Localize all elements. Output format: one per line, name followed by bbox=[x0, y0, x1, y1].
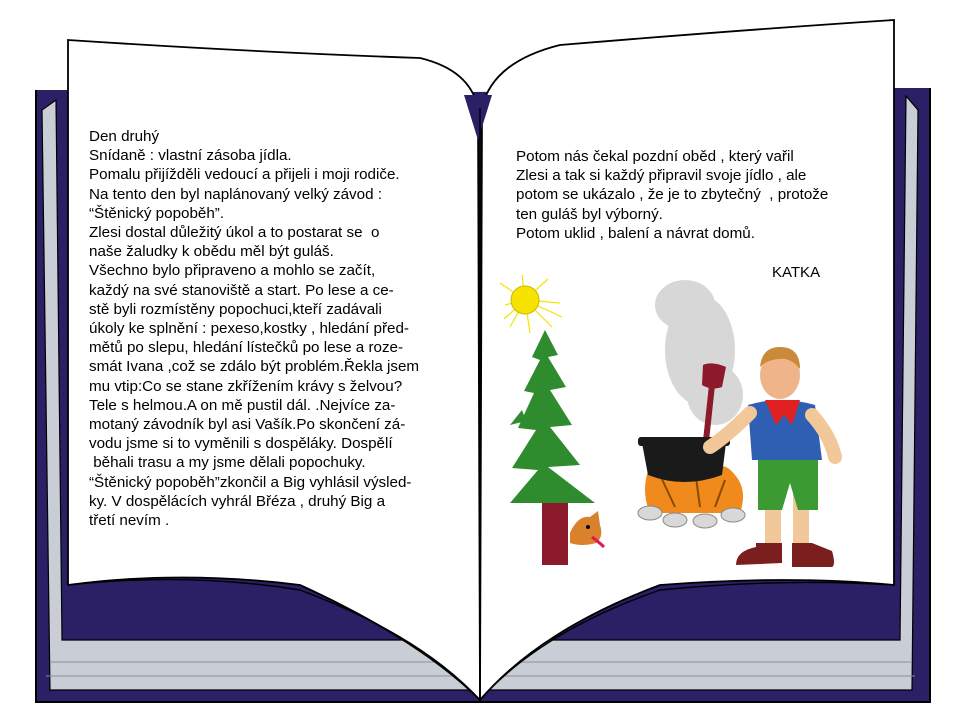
left-line: každý na své stanoviště a start. Po lese a ce- bbox=[89, 281, 394, 299]
left-line: naše žaludky k obědu měl být guláš. bbox=[89, 243, 334, 261]
left-line: Den druhý bbox=[89, 128, 160, 145]
sun-icon bbox=[500, 275, 562, 333]
right-line: potom se ukázalo , že je to zbytečný , protože bbox=[516, 186, 829, 204]
steam bbox=[655, 280, 743, 425]
left-line: Všechno bylo připraveno a mohlo se začít, bbox=[89, 262, 376, 280]
left-line: Zlesi dostal důležitý úkol a to postarat se o bbox=[89, 224, 380, 242]
left-line: běhali trasu a my jsme dělali popochuky. bbox=[89, 454, 366, 472]
right-line: Potom nás čekal pozdní oběd , který vařil bbox=[516, 148, 794, 165]
signature: KATKA bbox=[772, 264, 821, 281]
left-line: úkoly ke splnění : pexeso,kostky , hledání před- bbox=[89, 320, 409, 338]
left-line: Tele s helmou.A on mě pustil dál. .Nejvíce za- bbox=[89, 396, 396, 414]
dog bbox=[570, 511, 604, 547]
right-page-text bbox=[516, 147, 828, 243]
left-line: mětů po slepu, hledání lístečků po lese a roze- bbox=[89, 339, 404, 357]
left-line: vodu jsme si to vyměnili s dospěláky. Dospělí bbox=[89, 435, 393, 453]
right-line: Zlesi a tak si každý připravil svoje jídlo , ale bbox=[516, 167, 807, 185]
left-line: Na tento den byl naplánovaný velký závod : bbox=[89, 185, 382, 203]
right-line: ten guláš byl výborný. bbox=[516, 205, 663, 223]
right-line: Potom uklid , balení a návrat domů. bbox=[516, 224, 755, 242]
camp-illustration bbox=[500, 275, 860, 580]
left-line: Snídaně : vlastní zásoba jídla. bbox=[89, 147, 292, 165]
left-page-text bbox=[89, 127, 419, 530]
left-line: Pomalu přijížděli vedoucí a přijeli i moji rodiče. bbox=[89, 166, 400, 184]
left-line: stě byli rozmístěny popochuci,kteří zadávali bbox=[89, 300, 382, 318]
left-line: mu vtip:Co se stane zkřížením krávy s želvou? bbox=[89, 377, 403, 395]
left-line: “Štěnický popoběh”. bbox=[89, 204, 225, 222]
left-line: smát Ivana ,což se zdálo být problém.Řekla jsem bbox=[89, 358, 420, 376]
left-line: ky. V dospělácích vyhrál Břéza , druhý Big a bbox=[89, 492, 386, 510]
left-line: třetí nevím . bbox=[89, 512, 170, 530]
left-line: motaný závodník byl asi Vašík.Po skončení zá- bbox=[89, 416, 406, 434]
left-line: “Štěnický popoběh”zkončil a Big vyhlásil výsled- bbox=[89, 473, 412, 491]
